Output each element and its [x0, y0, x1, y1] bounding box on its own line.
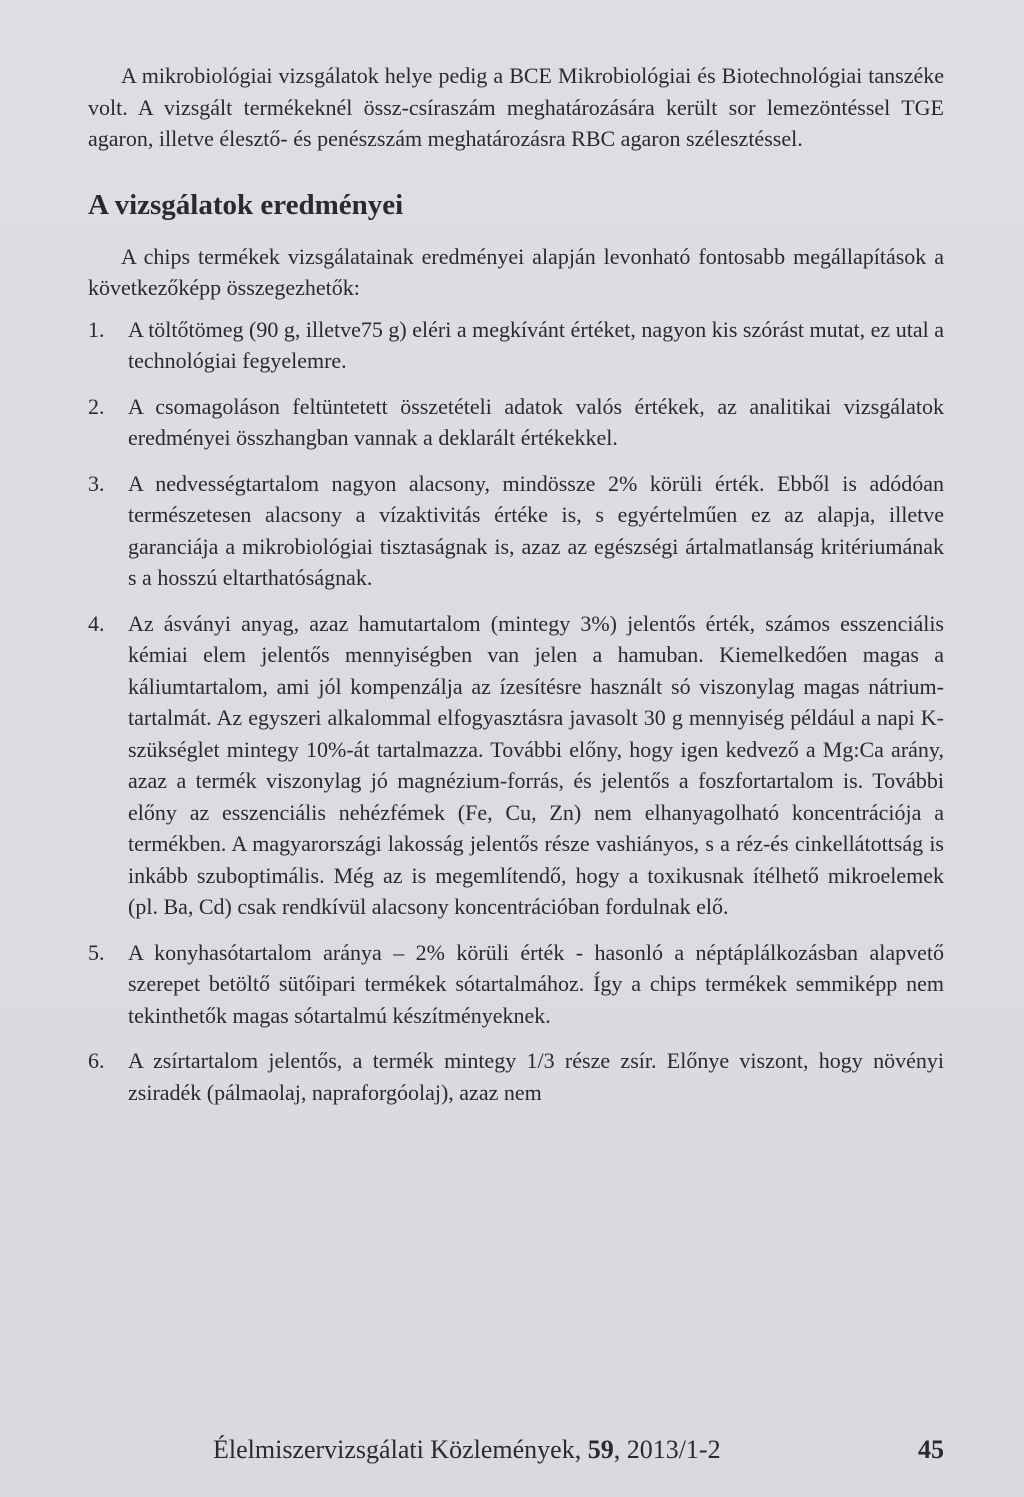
list-item-number: 4.	[88, 610, 105, 636]
list-item-number: 1.	[88, 316, 105, 342]
list-item-text: A töltőtömeg (90 g, illetve75 g) eléri a megkívánt értéket, nagyon kis szórást mutat, ez utal a technológiai fegyelemre.	[128, 316, 944, 373]
journal-citation	[213, 1433, 721, 1467]
list-item	[88, 468, 944, 594]
list-item-text: Az ásványi anyag, azaz hamutartalom (mintegy 3%) jelentős érték, számos esszenciális kémiai elem jelentős mennyiségben van jelen a hamuban. Kiemelkedően magas a káliumtartalom, ami jól kompenzálja az ízesítésre használt só viszonylag magas nátrium-tartalmát. Az egyszeri alkalommal elfogyasztásra javasolt 30 g mennyiség például a napi K-szükséglet mintegy 10%-át tartalmazza. További előny, hogy igen kedvező a Mg:Ca arány, azaz a termék viszonylag jó magnézium-forrás, és jelentős a foszfortartalom is. További előny az esszenciális nehézfémek (Fe, Cu, Zn) nem elhanyagolható koncentrációja a termékben. A magyarországi lakosság jelentős része vashiányos, s a réz-és cinkellátottság is inkább szuboptimális. Még az is megemlítendő, hogy a toxikusnak ítélhető mikroelemek (pl. Ba, Cd) csak rendkívül alacsony koncentrációban fordulnak elő.	[128, 610, 944, 919]
list-item-text: A nedvességtartalom nagyon alacsony, mindössze 2% körüli érték. Ebből is adódóan természetesen alacsony a vízaktivitás értéke is, s egyértelműen ez az alapja, illetve garanciája a mikrobiológiai tisztaságnak is, azaz az egészségi ártalmatlanság kritériumának s a hosszú eltarthatóságnak.	[128, 470, 944, 590]
list-item	[88, 391, 944, 454]
page-content	[88, 60, 944, 1122]
list-item-text: A konyhasótartalom aránya – 2% körüli érték - hasonló a néptáplálkozásban alapvető szerepet betöltő sütőipari termékek sótartalmához. Így a chips termékek semmiképp nem tekinthetők magas sótartalmú készítményeknek.	[128, 939, 944, 1028]
list-item-number: 5.	[88, 939, 105, 965]
journal-issue: , 2013/1-2	[613, 1435, 721, 1464]
list-item-text: A csomagoláson feltüntetett összetételi adatok valós értékek, az analitikai vizsgálatok eredményei összhangban vannak a deklarált értékekkel.	[128, 393, 944, 450]
intro-paragraph: A mikrobiológiai vizsgálatok helye pedig a BCE Mikrobiológiai és Biotechnológiai tanszéke volt. A vizsgált termékeknél össz-csíraszám meghatározására került sor lemezöntéssel TGE agaron, illetve élesztő- és penészszám meghatározásra RBC agaron szélesztéssel.	[88, 63, 944, 151]
list-item	[88, 937, 944, 1032]
list-item-number: 2.	[88, 393, 105, 419]
section-heading: A vizsgálatok eredményei	[88, 188, 404, 221]
list-item	[88, 608, 944, 923]
list-item-number: 6.	[88, 1048, 105, 1073]
page-number: 45	[918, 1435, 944, 1464]
journal-volume: 59	[587, 1435, 614, 1464]
list-item-number: 3.	[88, 470, 105, 496]
findings-list	[88, 314, 944, 1109]
lead-paragraph: A chips termékek vizsgálatainak eredményei alapján levonható fontosabb megállapítások a következőképp összegezhetők:	[88, 243, 944, 300]
page-footer	[213, 1433, 944, 1467]
journal-name: Élelmiszervizsgálati Közlemények,	[213, 1435, 588, 1464]
list-item	[88, 1045, 944, 1108]
list-item-text: A zsírtartalom jelentős, a termék mintegy 1/3 része zsír. Előnye viszont, hogy növényi zsiradék (pálmaolaj, napraforgóolaj), azaz nem	[128, 1048, 944, 1105]
list-item	[88, 314, 944, 377]
